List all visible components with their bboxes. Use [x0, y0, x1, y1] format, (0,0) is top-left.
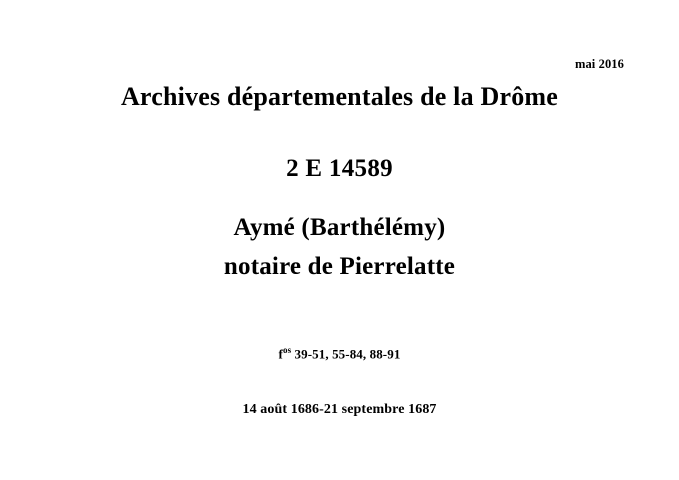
- notary-block: [0, 208, 679, 286]
- folio-superscript: os: [282, 345, 292, 355]
- notary-role: notaire de Pierrelatte: [223, 253, 456, 280]
- folio-values: 39-51, 55-84, 88-91: [291, 346, 401, 362]
- publication-date: mai 2016: [574, 57, 624, 71]
- notary-name: Aymé (Barthélémy): [233, 214, 446, 241]
- institution-title: Archives départementales de la Drôme: [120, 82, 559, 111]
- folio-prefix: f: [278, 346, 283, 362]
- archive-reference: 2 E 14589: [286, 155, 393, 182]
- folio-range: [0, 345, 679, 362]
- document-date-range: 14 août 1686-21 septembre 1687: [242, 402, 437, 417]
